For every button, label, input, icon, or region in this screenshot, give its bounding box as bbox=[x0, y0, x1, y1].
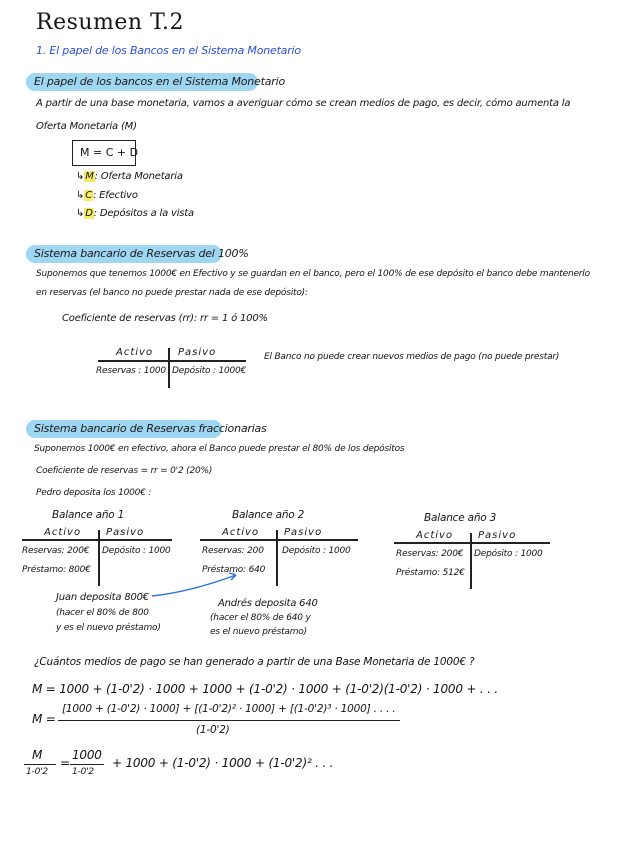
def-m-text: : Oferta Monetaria bbox=[94, 171, 183, 182]
def-m-letter: M bbox=[85, 171, 94, 182]
math-eq3-left-bar bbox=[24, 764, 56, 765]
t-account-activo-head: Activo bbox=[116, 347, 154, 358]
balance3-prestamo: Préstamo: 512€ bbox=[396, 568, 465, 578]
section2-note: El Banco no puede crear nuevos medios de pago (no puede prestar) bbox=[264, 352, 560, 362]
balance2-reservas: Reservas: 200 bbox=[202, 546, 264, 556]
balance1-activo-head: Activo bbox=[44, 527, 82, 538]
section1-intro-line1: A partir de una base monetaria, vamos a averiguar cómo se crean medios de pago, es decir, cómo aumenta la bbox=[36, 98, 571, 109]
arrow-icon: ↳ bbox=[76, 208, 85, 219]
balance3-deposito: Depósito : 1000 bbox=[474, 549, 543, 559]
math-eq3-equals: = bbox=[60, 756, 70, 770]
balance2-prestamo: Préstamo: 640 bbox=[202, 565, 266, 575]
balance1-pasivo-head: Pasivo bbox=[106, 527, 145, 538]
section3-heading: Sistema bancario de Reservas fraccionarias bbox=[34, 422, 267, 435]
balance3-pasivo-head: Pasivo bbox=[478, 530, 517, 541]
def-c-text: : Efectivo bbox=[92, 190, 138, 201]
section1-heading: El papel de los bancos en el Sistema Monetario bbox=[34, 75, 285, 88]
section2-line1: Suponemos que tenemos 1000€ en Efectivo y se guardan en el banco, pero el 100% de ese depósito el banco debe mantenerlo bbox=[36, 269, 590, 279]
section2-coef: Coeficiente de reservas (rr): rr = 1 ó 100% bbox=[62, 313, 268, 324]
balance1-title: Balance año 1 bbox=[52, 509, 125, 521]
math-eq3-rest: + 1000 + (1-0'2) · 1000 + (1-0'2)² . . . bbox=[112, 756, 334, 770]
balance1-prestamo: Préstamo: 800€ bbox=[22, 565, 91, 575]
balance3-title: Balance año 3 bbox=[424, 512, 497, 524]
andres-line2: (hacer el 80% de 640 y bbox=[210, 613, 311, 623]
andres-line3: es el nuevo préstamo) bbox=[210, 627, 307, 637]
section3-pedro: Pedro deposita los 1000€ : bbox=[36, 488, 152, 498]
math-eq3-left-den: 1-0'2 bbox=[26, 767, 48, 777]
balance2-activo-head: Activo bbox=[222, 527, 260, 538]
section-link[interactable]: 1. El papel de los Bancos en el Sistema Monetario bbox=[36, 44, 301, 57]
section2-line2: en reservas (el banco no puede prestar nada de ese depósito): bbox=[36, 288, 308, 298]
andres-line1: Andrés deposita 640 bbox=[218, 598, 318, 609]
juan-line3: y es el nuevo préstamo) bbox=[56, 623, 161, 633]
arrow-icon: ↳ bbox=[76, 190, 85, 201]
math-eq2-denominator: (1-0'2) bbox=[196, 724, 230, 736]
math-eq3-frac-den: 1-0'2 bbox=[72, 767, 94, 777]
balance3-activo-head: Activo bbox=[416, 530, 454, 541]
math-question: ¿Cuántos medios de pago se han generado a partir de una Base Monetaria de 1000€ ? bbox=[34, 656, 475, 668]
math-eq2-fraction-bar bbox=[58, 720, 400, 721]
def-d-text: : Depósitos a la vista bbox=[93, 208, 194, 219]
section2-heading: Sistema bancario de Reservas del 100% bbox=[34, 247, 249, 260]
balance2-pasivo-head: Pasivo bbox=[284, 527, 323, 538]
arrow-icon: ↳ bbox=[76, 171, 85, 182]
page-title: Resumen T.2 bbox=[36, 10, 185, 35]
balance2-title: Balance año 2 bbox=[232, 509, 305, 521]
def-d-letter: D bbox=[85, 208, 93, 219]
juan-line2: (hacer el 80% de 800 bbox=[56, 608, 149, 618]
math-eq1: M = 1000 + (1-0'2) · 1000 + 1000 + (1-0'2) · 1000 + (1-0'2)(1-0'2) · 1000 + . . . bbox=[32, 682, 498, 696]
math-eq2-left: M = bbox=[32, 712, 56, 726]
balance3-reservas: Reservas: 200€ bbox=[396, 549, 464, 559]
t-account-activo-val: Reservas : 1000 bbox=[96, 366, 166, 376]
balance1-reservas: Reservas: 200€ bbox=[22, 546, 90, 556]
section3-coef: Coeficiente de reservas = rr = 0'2 (20%) bbox=[36, 466, 213, 476]
math-eq3-frac-num: 1000 bbox=[72, 748, 102, 762]
def-c-letter: C bbox=[85, 190, 92, 201]
formula-text: M = C + D bbox=[80, 146, 139, 159]
juan-line1: Juan deposita 800€ bbox=[56, 592, 149, 603]
math-eq2-numerator: [1000 + (1-0'2) · 1000] + [(1-0'2)² · 1000] + [(1-0'2)³ · 1000] . . . . bbox=[62, 703, 396, 715]
balance2-deposito: Depósito : 1000 bbox=[282, 546, 351, 556]
section3-line1: Suponemos 1000€ en efectivo, ahora el Banco puede prestar el 80% de los depósitos bbox=[34, 444, 405, 454]
section1-intro-line2: Oferta Monetaria (M) bbox=[36, 121, 137, 132]
t-account-pasivo-val: Depósito : 1000€ bbox=[172, 366, 247, 376]
math-eq3-frac-bar bbox=[70, 764, 104, 765]
math-eq3-left-num: M bbox=[32, 748, 43, 762]
balance1-deposito: Depósito : 1000 bbox=[102, 546, 171, 556]
t-account-pasivo-head: Pasivo bbox=[178, 347, 217, 358]
